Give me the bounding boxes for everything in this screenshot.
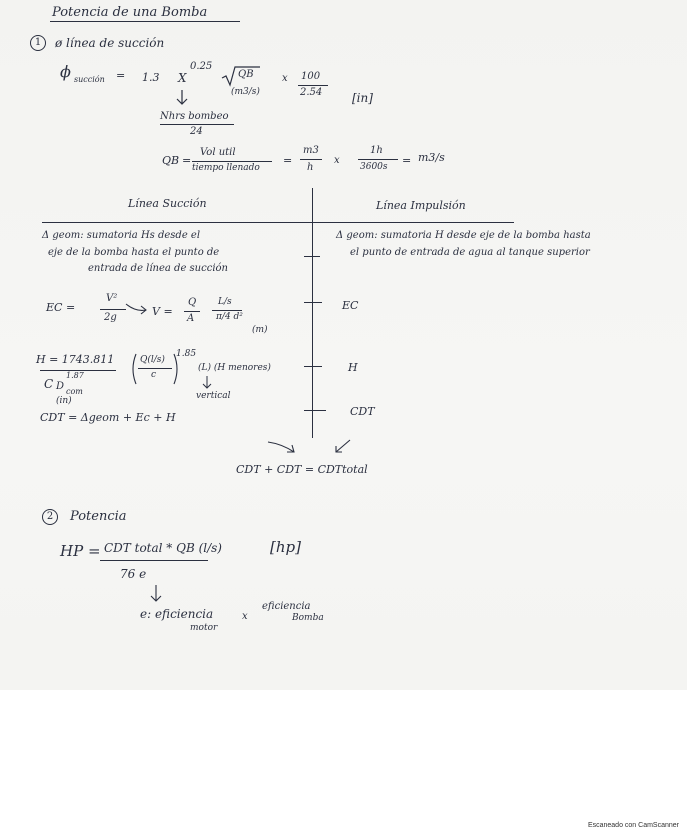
qb-label: QB <box>162 154 180 167</box>
ec-numerator: V² <box>106 293 118 304</box>
phi-symbol: ϕ <box>60 62 71 81</box>
qb-times: x <box>334 155 340 166</box>
right-column-header: Línea Impulsión <box>376 199 466 212</box>
hp-numerator: CDT total * QB (l/s) <box>104 541 222 555</box>
scanner-watermark: Escaneado con CamScanner <box>587 822 679 829</box>
x-numerator: Nhrs bombeo <box>160 111 229 122</box>
qb-unit-den: h <box>307 162 314 173</box>
h-den-exponent: 1.87 <box>66 371 84 380</box>
phi-subscript: succión <box>74 75 105 84</box>
e-bomba: Bomba <box>292 613 324 623</box>
hp-frac-bar <box>100 560 208 561</box>
x-denominator: 24 <box>190 126 203 137</box>
cdt-total-formula: CDT + CDT = CDTtotal <box>236 463 368 476</box>
qb-conv-num: 1h <box>370 145 383 156</box>
v2-frac-bar <box>212 310 242 311</box>
left-geom-line-3: entrada de línea de succión <box>88 263 228 274</box>
section2-heading: Potencia <box>70 509 127 524</box>
x-frac-bar <box>160 124 234 125</box>
left-column-header: Línea Succión <box>128 197 207 210</box>
tick-h <box>304 366 322 367</box>
left-geom-line-2: eje de la bomba hasta el punto de <box>48 247 220 258</box>
phi-x-exponent: 0.25 <box>190 61 213 72</box>
qb-equals-3: = <box>402 154 412 167</box>
v-frac-bar <box>184 311 200 312</box>
h-label: H = 1743.811 <box>36 353 115 366</box>
h-paren-denominator: c <box>151 370 157 380</box>
qb-frac-bar <box>192 161 272 162</box>
tick-cdt <box>304 410 326 411</box>
tick-ec <box>304 302 322 303</box>
h-den-d: D <box>56 381 65 392</box>
qb-conv-bar <box>358 159 398 160</box>
e-eficiencia-2: eficiencia <box>262 601 311 612</box>
qb-result-unit: m3/s <box>418 151 445 164</box>
h-den-in: (in) <box>56 396 72 406</box>
sqrt-units: (m3/s) <box>231 87 260 97</box>
left-geom-line-1: Δ geom: sumatoria Hs desde el <box>42 230 201 241</box>
section-number-1: 1 <box>30 35 46 51</box>
phi-times: x <box>282 73 288 84</box>
ec-label: EC = <box>46 301 76 314</box>
e-motor: motor <box>190 623 218 633</box>
phi-coefficient: 1.3 <box>142 71 160 84</box>
phi-x-variable: X <box>178 71 187 85</box>
right-geom-line-1: Δ geom: sumatoria H desde eje de la bomba hasta <box>336 230 591 241</box>
arrow-down-icon <box>176 90 188 106</box>
arrow-converge-left-icon <box>268 440 298 456</box>
qb-conv-den: 3600s <box>360 162 388 172</box>
table-vertical-rule <box>312 188 313 438</box>
h-paren-numerator: Q(l/s) <box>140 355 165 365</box>
ec-frac-bar <box>100 309 126 310</box>
phi-frac-bar <box>298 85 328 86</box>
tick-geom <box>304 256 320 257</box>
v2-unit: (m) <box>252 325 268 335</box>
v-numerator: Q <box>188 297 197 308</box>
table-horizontal-rule <box>42 222 514 223</box>
qb-unit-num: m3 <box>303 145 319 156</box>
h-paren-bar <box>138 368 172 369</box>
right-geom-line-2: el punto de entrada de agua al tanque superior <box>350 247 590 258</box>
qb-unit-bar <box>300 159 322 160</box>
arrow-converge-right-icon <box>332 440 352 456</box>
v2-numerator: L/s <box>218 297 232 307</box>
h-vertical-label: vertical <box>196 391 231 401</box>
right-cdt: CDT <box>350 405 375 418</box>
arrow-right-icon <box>126 302 148 316</box>
phi-equals: = <box>116 69 126 82</box>
hp-denominator: 76 e <box>120 567 147 581</box>
v-equals: V = <box>152 305 173 318</box>
ec-denominator: 2g <box>104 312 117 323</box>
title-underline <box>50 21 240 22</box>
arrow-down-icon <box>202 376 212 390</box>
e-times: x <box>242 611 248 622</box>
v2-denominator: π/4 d² <box>216 312 243 322</box>
section-number-2: 2 <box>42 509 58 525</box>
h-den-sub: com <box>66 387 83 396</box>
qb-equals: = <box>182 154 192 167</box>
qb-frac-den: tiempo llenado <box>192 163 260 173</box>
h-den-c: C <box>44 377 54 391</box>
arrow-down-icon <box>150 585 162 603</box>
phi-frac-num: 100 <box>301 71 321 82</box>
qb-frac-num: Vol util <box>200 147 236 158</box>
v-denominator: A <box>187 313 195 324</box>
page-title: Potencia de una Bomba <box>52 5 208 20</box>
phi-unit: [in] <box>352 91 373 105</box>
section1-heading: ø línea de succión <box>55 36 165 50</box>
right-h: H <box>348 361 358 374</box>
left-cdt-formula: CDT = Δgeom + Ec + H <box>40 411 176 424</box>
h-length-term: (L) (H menores) <box>198 363 271 373</box>
phi-frac-den: 2.54 <box>300 87 323 98</box>
hp-label: HP = <box>60 542 101 560</box>
hp-unit: [hp] <box>270 538 301 556</box>
e-definition: e: eficiencia <box>140 607 214 621</box>
right-ec: EC <box>342 299 359 312</box>
h-paren-exponent: 1.85 <box>176 349 197 359</box>
qb-equals-2: = <box>283 154 293 167</box>
sqrt-term: QB <box>238 69 254 80</box>
